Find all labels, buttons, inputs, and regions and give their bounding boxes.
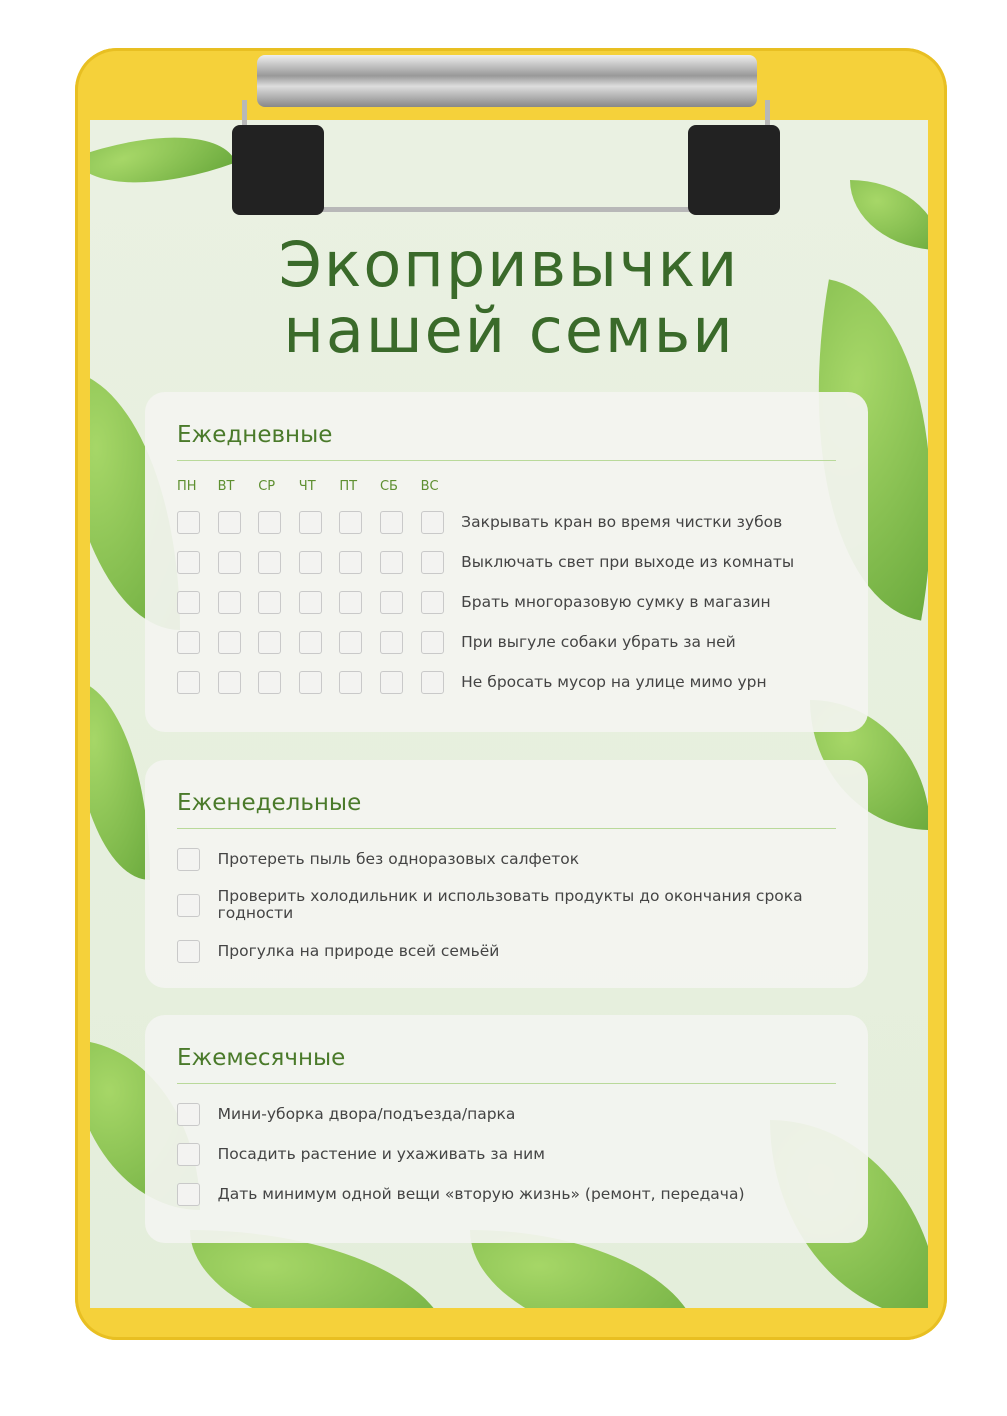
day-checkbox[interactable] — [421, 671, 444, 694]
habit-row — [177, 630, 836, 654]
day-checkbox[interactable] — [380, 671, 403, 694]
item-label: Проверить холодильник и использовать продукты до окончания срока годности — [217, 887, 803, 922]
day-checkbox[interactable] — [218, 631, 241, 654]
habit-row — [177, 670, 836, 694]
section-heading: Ежедневные — [177, 422, 836, 461]
day-checkbox[interactable] — [421, 631, 444, 654]
item-label: Протереть пыль без одноразовых салфеток — [217, 849, 580, 868]
habit-row — [177, 590, 836, 614]
checkbox[interactable] — [177, 848, 200, 871]
day-checkbox[interactable] — [258, 551, 281, 574]
checkbox[interactable] — [177, 1183, 200, 1206]
habit-label: При выгуле собаки убрать за ней — [461, 632, 736, 651]
day-checkbox[interactable] — [339, 551, 362, 574]
day-checkbox[interactable] — [177, 671, 200, 694]
list-item — [177, 847, 836, 871]
checkbox[interactable] — [177, 1103, 200, 1126]
item-label: Посадить растение и ухаживать за ним — [217, 1144, 545, 1163]
day-checkbox[interactable] — [380, 551, 403, 574]
item-label: Прогулка на природе всей семьёй — [217, 941, 500, 960]
day-checkbox[interactable] — [218, 671, 241, 694]
day-checkbox[interactable] — [218, 511, 241, 534]
item-label: Мини-уборка двора/подъезда/парка — [217, 1104, 516, 1123]
checkbox[interactable] — [177, 1143, 200, 1166]
habit-label: Выключать свет при выходе из комнаты — [461, 552, 795, 571]
weekday: ВТ — [217, 479, 235, 494]
day-checkbox[interactable] — [218, 551, 241, 574]
weekday: ПТ — [339, 479, 358, 494]
leaf-decoration — [90, 680, 150, 880]
day-checkbox[interactable] — [299, 671, 322, 694]
day-checkbox[interactable] — [380, 511, 403, 534]
day-checkbox[interactable] — [421, 511, 444, 534]
checkbox[interactable] — [177, 894, 200, 917]
day-checkbox[interactable] — [177, 511, 200, 534]
list-item — [177, 887, 836, 923]
day-checkbox[interactable] — [258, 631, 281, 654]
section-heading: Еженедельные — [177, 790, 836, 829]
list-item — [177, 1182, 836, 1206]
section-heading: Ежемесячные — [177, 1045, 836, 1084]
day-checkbox[interactable] — [299, 511, 322, 534]
day-checkbox[interactable] — [299, 551, 322, 574]
day-checkbox[interactable] — [421, 551, 444, 574]
habit-label: Брать многоразовую сумку в магазин — [461, 592, 771, 611]
day-checkbox[interactable] — [380, 631, 403, 654]
weekday-header — [177, 479, 836, 494]
list-item — [177, 1102, 836, 1126]
day-checkbox[interactable] — [299, 591, 322, 614]
day-checkbox[interactable] — [421, 591, 444, 614]
metal-clip[interactable] — [232, 55, 780, 215]
checkbox[interactable] — [177, 940, 200, 963]
habit-row — [177, 510, 836, 534]
title-line-2: нашей семьи — [283, 294, 735, 367]
day-checkbox[interactable] — [258, 591, 281, 614]
day-checkbox[interactable] — [177, 551, 200, 574]
list-item — [177, 1142, 836, 1166]
day-checkbox[interactable] — [339, 511, 362, 534]
monthly-section — [145, 1015, 868, 1243]
day-checkbox[interactable] — [258, 511, 281, 534]
weekday: СР — [258, 479, 276, 494]
item-label: Дать минимум одной вещи «вторую жизнь» (ремонт, передача) — [217, 1184, 745, 1203]
weekday: ЧТ — [298, 479, 316, 494]
day-checkbox[interactable] — [218, 591, 241, 614]
title-line-1: Экопривычки — [278, 228, 740, 301]
habit-label: Закрывать кран во время чистки зубов — [461, 512, 783, 531]
day-checkbox[interactable] — [177, 631, 200, 654]
weekday: ВС — [420, 479, 439, 494]
habit-row — [177, 550, 836, 574]
day-checkbox[interactable] — [258, 671, 281, 694]
weekday: СБ — [379, 479, 398, 494]
weekly-section — [145, 760, 868, 988]
leaf-decoration — [90, 120, 236, 214]
daily-section — [145, 392, 868, 732]
day-checkbox[interactable] — [380, 591, 403, 614]
day-checkbox[interactable] — [339, 591, 362, 614]
day-checkbox[interactable] — [299, 631, 322, 654]
habit-label: Не бросать мусор на улице мимо урн — [461, 672, 767, 691]
day-checkbox[interactable] — [339, 671, 362, 694]
day-checkbox[interactable] — [177, 591, 200, 614]
weekday: ПН — [177, 479, 197, 494]
day-checkbox[interactable] — [339, 631, 362, 654]
list-item — [177, 939, 836, 963]
